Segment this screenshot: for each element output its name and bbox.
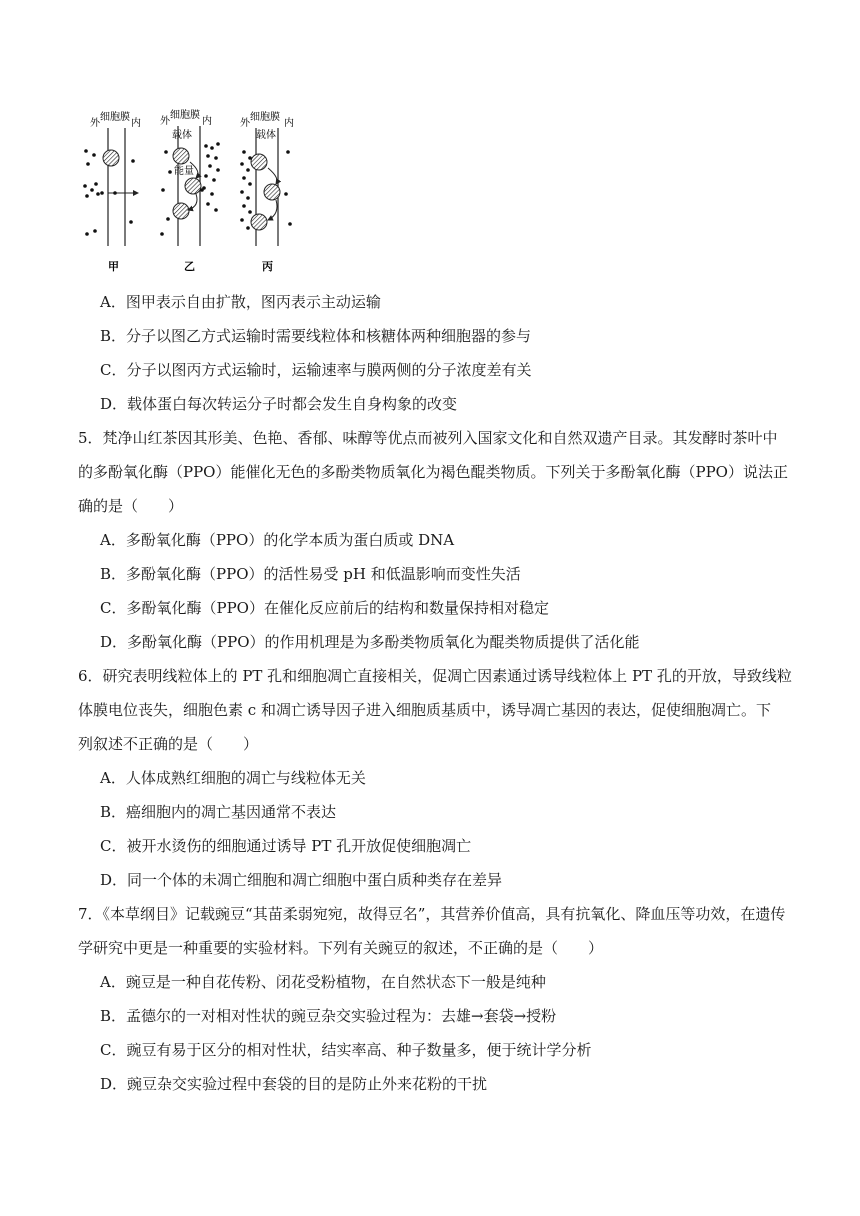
transport-diagram-svg [78, 106, 308, 282]
q4-option-d: D．载体蛋白每次转运分子时都会发生自身构象的改变 [100, 395, 458, 413]
q7-option-d: D．豌豆杂交实验过程中套袋的目的是防止外来花粉的干扰 [100, 1075, 488, 1093]
q5-option-c: C．多酚氧化酶（PPO）在催化反应前后的结构和数量保持相对稳定 [100, 599, 549, 617]
q7-option-b: B．孟德尔的一对相对性状的豌豆杂交实验过程为：去雄→套袋→授粉 [100, 1007, 557, 1025]
energy-label: 能量 [174, 166, 194, 177]
panel-jia [83, 110, 141, 273]
q4-option-b: B．分子以图乙方式运输时需要线粒体和核糖体两种细胞器的参与 [100, 327, 532, 345]
q5-option-d: D．多酚氧化酶（PPO）的作用机理是为多酚类物质氧化为醌类物质提供了活化能 [100, 633, 640, 651]
membrane-label: 细胞膜 [100, 112, 130, 123]
q6-option-d: D．同一个体的未凋亡细胞和凋亡细胞中蛋白质种类存在差异 [100, 871, 503, 889]
transport-arrow-icon [188, 194, 197, 210]
inside-label: 内 [202, 116, 212, 127]
membrane-label: 细胞膜 [250, 112, 280, 123]
q6-option-c: C．被开水烫伤的细胞通过诱导 PT 孔开放促使细胞凋亡 [100, 837, 472, 855]
q6-stem-line-2: 体膜电位丧失，细胞色素 c 和凋亡诱导因子进入细胞质基质中，诱导凋亡基因的表达，促使细胞凋亡。下 [78, 701, 771, 719]
q7-option-c: C．豌豆有易于区分的相对性状，结实率高、种子数量多，便于统计学分析 [100, 1041, 592, 1059]
q7-stem-line-1: 7．《本草纲目》记载豌豆“其苗柔弱宛宛，故得豆名”，其营养价值高，具有抗氧化、降血压等功效，在遗传 [78, 905, 786, 923]
inside-label: 内 [284, 118, 294, 129]
panel-label-bing: 丙 [262, 260, 273, 273]
carrier-protein-icon [251, 154, 267, 170]
q5-stem-line-2: 的多酚氧化酶（PPO）能催化无色的多酚类物质氧化为褐色醌类物质。下列关于多酚氧化酶（PPO）说法正 [78, 463, 788, 481]
inside-label: 内 [131, 118, 141, 129]
membrane-label: 细胞膜 [170, 110, 200, 121]
carrier-protein-icon [264, 184, 280, 200]
q5-stem-line-1: 5．梵净山红茶因其形美、色艳、香郁、味醇等优点而被列入国家文化和自然双遗产目录。其发酵时茶叶中 [78, 429, 778, 447]
q4-option-a: A．图甲表示自由扩散，图丙表示主动运输 [100, 293, 381, 311]
carrier-protein-icon [185, 178, 201, 194]
q6-stem-line-3: 列叙述不正确的是（ ） [78, 735, 259, 753]
carrier-protein-icon [173, 203, 189, 219]
q7-stem-line-2: 学研究中更是一种重要的实验材料。下列有关豌豆的叙述，不正确的是（ ） [78, 939, 604, 957]
transport-arrow-icon [268, 168, 277, 184]
outside-label: 外 [160, 116, 170, 127]
q7-option-a: A．豌豆是一种自花传粉、闭花受粉植物，在自然状态下一般是纯种 [100, 973, 546, 991]
q6-stem-line-1: 6．研究表明线粒体上的 PT 孔和细胞凋亡直接相关，促凋亡因素通过诱导线粒体上 PT 孔的开放，导致线粒 [78, 667, 792, 685]
panel-label-yi: 乙 [184, 260, 195, 273]
panel-bing [240, 110, 294, 273]
carrier-protein-icon [173, 148, 189, 164]
q5-option-a: A．多酚氧化酶（PPO）的化学本质为蛋白质或 DNA [100, 531, 455, 549]
panel-yi [160, 108, 220, 273]
q6-option-a: A．人体成熟红细胞的凋亡与线粒体无关 [100, 769, 366, 787]
transport-arrow-icon [268, 200, 277, 220]
q6-option-b: B．癌细胞内的凋亡基因通常不表达 [100, 803, 337, 821]
protein-icon [103, 150, 119, 166]
carrier-label: 载体 [172, 130, 192, 141]
membrane-transport-figure [78, 106, 308, 282]
q4-option-c: C．分子以图丙方式运输时，运输速率与膜两侧的分子浓度差有关 [100, 361, 532, 379]
q5-stem-line-3: 确的是（ ） [78, 497, 184, 515]
outside-label: 外 [240, 118, 250, 129]
panel-label-jia: 甲 [108, 260, 119, 273]
carrier-label: 载体 [256, 130, 276, 141]
carrier-protein-icon [251, 214, 267, 230]
outside-label: 外 [90, 118, 100, 129]
q5-option-b: B．多酚氧化酶（PPO）的活性易受 pH 和低温影响而变性失活 [100, 565, 521, 583]
